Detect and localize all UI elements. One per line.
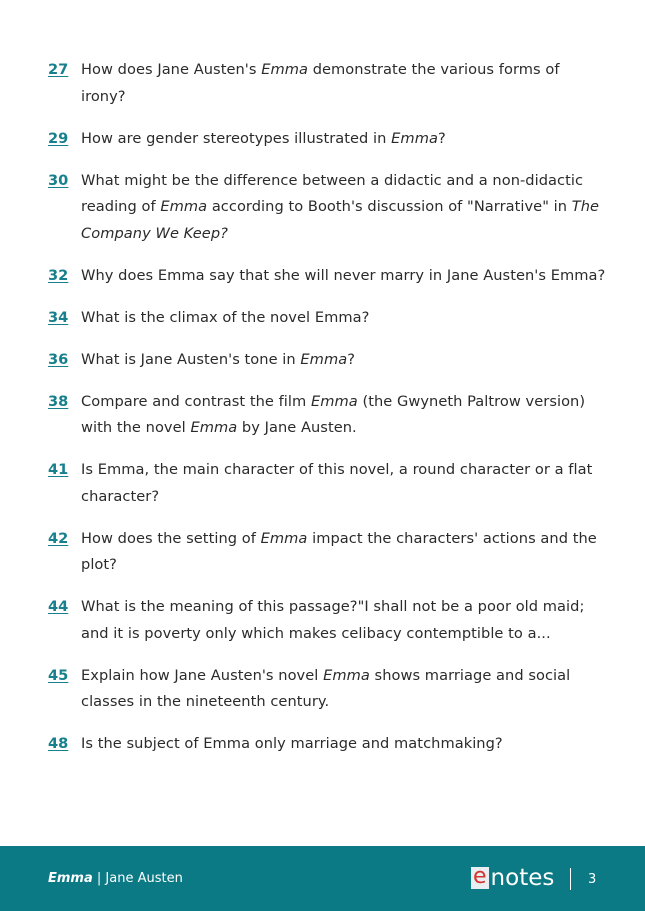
text-run: shows marriage and social classes in the nineteenth century. [81, 666, 571, 710]
question-page-link[interactable]: 42 [48, 529, 69, 547]
text-run: Is Emma, the main character of this novel, a round character or a flat character? [81, 461, 593, 505]
text-run: impact the characters' actions and the plot? [81, 529, 597, 573]
question-item [48, 263, 608, 290]
question-item [48, 168, 608, 248]
question-text [81, 126, 608, 153]
question-page-link[interactable]: 48 [48, 735, 69, 752]
footer-divider [570, 868, 571, 890]
question-text [81, 347, 608, 374]
footer-book-title: Emma [48, 871, 93, 886]
enotes-logo-text: notes [490, 865, 555, 891]
footer-author: Jane Austen [105, 871, 183, 886]
question-item [48, 347, 608, 374]
question-text [81, 731, 608, 758]
italic-title: Emma [160, 198, 208, 215]
question-text [81, 457, 608, 510]
page-number: 3 [588, 872, 597, 887]
text-run: What is the meaning of this passage?"I shall not be a poor old maid; and it is poverty only which makes celibacy contemptible to a... [81, 598, 585, 642]
text-run: How does Jane Austen's [81, 61, 262, 78]
question-item [48, 305, 608, 332]
question-item [48, 389, 608, 442]
text-run: What is Jane Austen's tone in [81, 350, 301, 368]
italic-title: Emma [190, 419, 238, 436]
text-run: (the Gwyneth Paltrow version) with the novel [81, 392, 586, 436]
footer-book-info [48, 871, 183, 886]
question-text [81, 168, 608, 248]
question-text [81, 526, 608, 579]
question-text [81, 263, 608, 290]
question-item [48, 126, 608, 153]
question-text [81, 594, 608, 647]
question-page-link[interactable]: 44 [48, 598, 69, 615]
italic-title: Emma [260, 529, 308, 547]
italic-title: Emma [310, 392, 358, 410]
question-text [81, 57, 608, 110]
question-item [48, 457, 608, 510]
text-run: according to Booth's discussion of "Narrative" in [207, 198, 572, 215]
text-run: ? [347, 350, 355, 368]
text-run: Explain how Jane Austen's novel [81, 666, 324, 684]
italic-title: The Company We Keep? [81, 198, 600, 242]
footer-separator: | [96, 871, 102, 886]
question-text [81, 663, 608, 716]
text-run: demonstrate the various forms of irony? [81, 61, 560, 105]
question-page-link[interactable]: 34 [48, 308, 69, 326]
question-text [81, 305, 608, 332]
page-footer [0, 846, 645, 911]
text-run: by Jane Austen. [237, 419, 357, 436]
question-page-link[interactable]: 36 [48, 350, 69, 368]
question-page-link[interactable]: 41 [48, 461, 69, 478]
italic-title: Emma [261, 61, 308, 78]
text-run: How does the setting of [81, 529, 261, 547]
text-run: What is the climax of the novel Emma? [81, 308, 370, 326]
question-page-link[interactable]: 45 [48, 666, 69, 684]
text-run: Is the subject of Emma only marriage and matchmaking? [81, 735, 503, 752]
question-item [48, 663, 608, 716]
text-run: ? [437, 129, 446, 147]
question-list [48, 57, 608, 773]
question-item [48, 57, 608, 110]
italic-title: Emma [391, 129, 438, 147]
enotes-logo-e: e [473, 864, 487, 889]
question-item [48, 594, 608, 647]
question-page-link[interactable]: 38 [48, 392, 69, 410]
question-page-link[interactable]: 29 [48, 129, 69, 147]
question-text [81, 389, 608, 442]
question-page-link[interactable]: 30 [48, 171, 69, 189]
text-run: Why does Emma say that she will never marry in Jane Austen's Emma? [81, 266, 606, 284]
question-page-link[interactable]: 32 [48, 266, 69, 284]
text-run: How are gender stereotypes illustrated in [81, 129, 392, 147]
italic-title: Emma [323, 666, 370, 684]
question-item [48, 526, 608, 579]
question-item [48, 731, 608, 758]
enotes-logo[interactable] [471, 866, 554, 890]
question-page-link[interactable]: 27 [48, 61, 69, 78]
text-run: What might be the difference between a didactic and a non-didactic reading of [81, 171, 584, 215]
text-run: Compare and contrast the film [81, 392, 311, 410]
italic-title: Emma [300, 350, 348, 368]
